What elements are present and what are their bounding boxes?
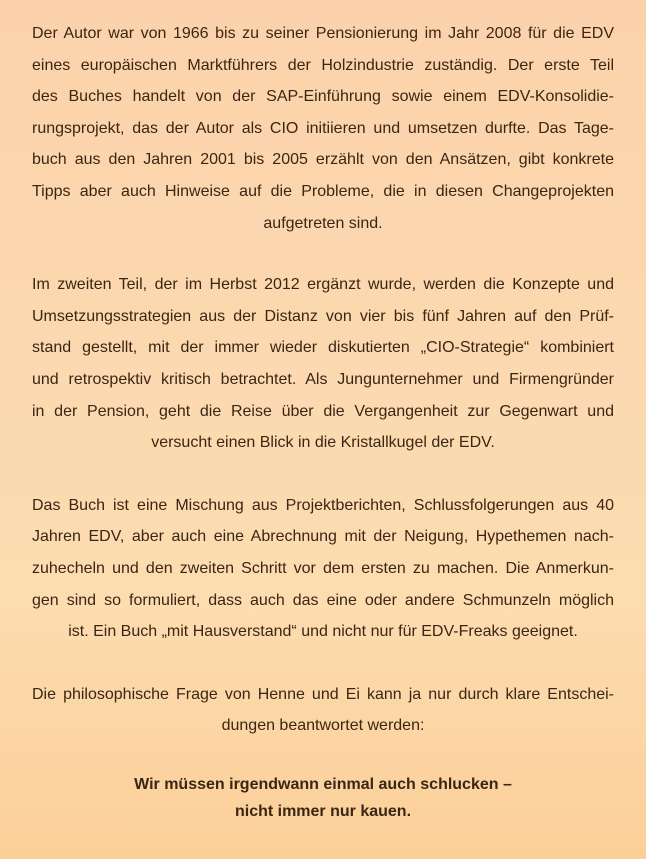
text-line: buch aus den Jahren 2001 bis 2005 erzählt von den Ansätzen, gibt konkrete bbox=[32, 151, 614, 169]
closing-quote-line: Wir müssen irgendwann einmal auch schlucken – bbox=[134, 775, 512, 793]
paragraph-philosophical-question bbox=[32, 679, 614, 742]
text-line: Tipps aber auch Hinweise auf die Probleme, die in diesen Changeprojekten bbox=[32, 182, 614, 200]
text-line: versucht einen Blick in die Kristallkugel der EDV. bbox=[151, 434, 495, 452]
text-line: aufgetreten sind. bbox=[263, 214, 383, 232]
text-line: gen sind so formuliert, dass auch das eine oder andere Schmunzeln möglich bbox=[32, 591, 614, 609]
text-line: eines europäischen Marktführers der Holzindustrie zuständig. Der erste Teil bbox=[32, 56, 614, 74]
text-line: ist. Ein Buch „mit Hausverstand“ und nicht nur für EDV-Freaks geeignet. bbox=[68, 623, 578, 641]
text-line: des Buches handelt von der SAP-Einführung sowie einem EDV-Konsolidie- bbox=[32, 88, 614, 106]
text-line: Im zweiten Teil, der im Herbst 2012 ergänzt wurde, werden die Konzepte und bbox=[32, 276, 614, 294]
paragraph-author-intro bbox=[32, 18, 614, 239]
text-line: stand gestellt, mit der immer wieder diskutierten „CIO-Strategie“ kombiniert bbox=[32, 339, 614, 357]
text-line: und retrospektiv kritisch betrachtet. Als Jungunternehmer und Firmengründer bbox=[32, 370, 614, 388]
text-line: rungsprojekt, das der Autor als CIO initiieren und umsetzen durfte. Das Tage- bbox=[32, 119, 614, 137]
text-line: in der Pension, geht die Reise über die Vergangenheit zur Gegenwart und bbox=[32, 402, 614, 420]
paragraph-book-mix bbox=[32, 490, 614, 648]
text-line: Das Buch ist eine Mischung aus Projektberichten, Schlussfolgerungen aus 40 bbox=[32, 496, 614, 514]
text-line: Die philosophische Frage von Henne und Ei kann ja nur durch klare Entschei- bbox=[32, 685, 614, 703]
closing-quote-line: nicht immer nur kauen. bbox=[234, 802, 412, 820]
paragraph-second-part bbox=[32, 269, 614, 459]
text-line: dungen beantwortet werden: bbox=[221, 717, 425, 735]
text-line: Jahren EDV, aber auch eine Abrechnung mit der Neigung, Hypethemen nach- bbox=[32, 528, 614, 546]
text-line: Der Autor war von 1966 bis zu seiner Pensionierung im Jahr 2008 für die EDV bbox=[32, 25, 614, 42]
closing-quote bbox=[32, 771, 614, 825]
text-line: Umsetzungsstrategien aus der Distanz von vier bis fünf Jahren auf den Prüf- bbox=[32, 307, 614, 325]
text-line: zuhecheln und den zweiten Schritt vor dem ersten zu machen. Die Anmerkun- bbox=[32, 559, 614, 577]
